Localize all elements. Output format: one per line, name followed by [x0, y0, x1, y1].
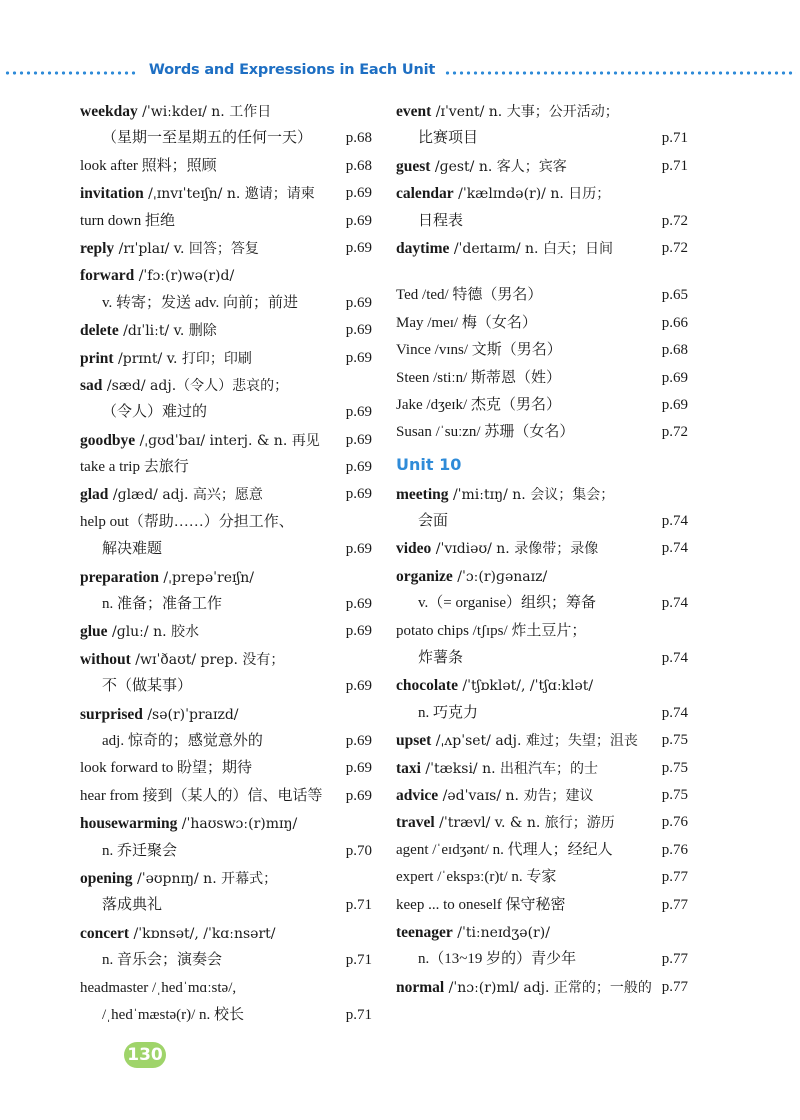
entry-text: （星期一至星期五的任何一天）	[102, 130, 313, 147]
vocab-line	[80, 975, 372, 1002]
entry-text: /ədˈvaɪs/ n. 劝告；建议	[438, 787, 594, 804]
page-reference: p.75	[661, 759, 688, 776]
vocab-line	[396, 208, 688, 235]
vocab-line	[396, 892, 688, 919]
vocab-line	[80, 481, 372, 508]
entry-text: /ˈtæksi/ n. 出租汽车；的士	[420, 760, 598, 777]
vocab-line	[80, 536, 372, 563]
entry-text: /ˈmiːtɪŋ/ n. 会议；集会；	[448, 486, 615, 503]
vocab-line	[80, 892, 372, 919]
page-reference: p.69	[345, 212, 372, 229]
headword: glad	[80, 486, 109, 504]
vocab-line	[396, 672, 688, 699]
entry-text: take a trip 去旅行	[80, 459, 189, 476]
headword: taxi	[396, 759, 421, 777]
page-reference: p.69	[345, 760, 372, 777]
page-reference: p.69	[661, 396, 688, 413]
vocab-line	[80, 208, 372, 235]
entry-text: /ɡluː/ n. 胶水	[107, 624, 199, 641]
entry-text: turn down 拒绝	[80, 212, 175, 229]
entry-text: 落成典礼	[102, 897, 163, 914]
vocab-line	[80, 755, 372, 782]
vocab-line	[396, 946, 688, 973]
vocab-line	[80, 372, 372, 399]
headword: reply	[80, 239, 115, 257]
entry-text: /ˈkælɪndə(r)/ n. 日历；	[453, 186, 611, 203]
entry-text: Steen /stiːn/ 斯蒂恩（姓）	[396, 369, 562, 386]
entry-text: Susan /ˈsuːzn/ 苏珊（女名）	[396, 424, 575, 441]
vocab-line	[80, 235, 372, 262]
entry-text: /ˈtʃɒklət/, /ˈtʃɑːklət/	[457, 678, 594, 695]
entry-text: /ɪˈvent/ n. 大事；公开活动；	[431, 104, 619, 120]
vocab-line	[80, 1002, 372, 1029]
entry-text: /ˈɔː(r)ɡənaɪz/	[452, 568, 548, 585]
page-reference: p.71	[345, 897, 372, 914]
vocab-line	[80, 920, 372, 947]
entry-text: /ˈtrævl/ v. & n. 旅行；游历	[434, 815, 615, 832]
vocab-line	[396, 727, 688, 754]
entry-text: hear from 接到（某人的）信、电话等	[80, 787, 323, 804]
page-reference: p.69	[345, 732, 372, 749]
vocab-line	[396, 392, 688, 419]
page-reference: p.75	[661, 732, 688, 749]
vocab-line	[396, 590, 688, 617]
unit-10-heading: Unit 10	[396, 454, 462, 474]
headword: meeting	[396, 485, 449, 503]
headword: concert	[80, 924, 130, 942]
vocab-line	[396, 645, 688, 672]
page-reference: p.70	[345, 842, 372, 859]
page-reference: p.77	[661, 951, 688, 968]
vocab-line	[80, 180, 372, 207]
entry-text: May /meɪ/ 梅（女名）	[396, 314, 537, 331]
entry-text: 日程表	[418, 212, 464, 229]
headword: teenager	[396, 923, 453, 941]
page-reference: p.65	[661, 287, 688, 304]
vocab-line	[80, 125, 372, 152]
headword: organize	[396, 567, 453, 585]
headword: opening	[80, 869, 133, 887]
page-reference: p.69	[345, 486, 372, 503]
entry-text: /ˈhaʊswɔː(r)mɪŋ/	[177, 816, 298, 833]
page-reference: p.68	[661, 342, 688, 359]
entry-text: 炸薯条	[418, 650, 464, 667]
entry-text: /ˌhedˈmæstə(r)/ n. 校长	[102, 1006, 245, 1023]
headword: normal	[396, 978, 445, 996]
page-reference: p.71	[661, 130, 688, 147]
entry-text: /ˌɪnvɪˈteɪʃn/ n. 邀请；请柬	[143, 186, 315, 203]
entry-text: 解决难题	[102, 541, 163, 558]
page-reference: p.69	[345, 239, 372, 256]
page-reference: p.69	[345, 623, 372, 640]
entry-text: keep ... to oneself 保守秘密	[396, 896, 566, 913]
vocab-line	[396, 153, 688, 180]
entry-text: /ˈvɪdiəʊ/ n. 录像带；录像	[431, 541, 599, 558]
entry-text: （令人）难过的	[102, 404, 208, 421]
page-header	[0, 62, 800, 86]
vocab-line	[396, 535, 688, 562]
entry-text: /ˈəʊpnɪŋ/ n. 开幕式；	[132, 870, 278, 887]
header-title: Words and Expressions in Each Unit	[148, 62, 436, 78]
entry-text: /ˌɡʊdˈbaɪ/ interj. & n. 再见	[135, 432, 320, 449]
entry-text: /sə(r)ˈpraɪzd/	[142, 706, 239, 723]
page-reference: p.75	[661, 786, 688, 803]
vocab-line	[396, 282, 688, 309]
page-number: 130	[124, 1042, 166, 1068]
page-reference: p.77	[661, 896, 688, 913]
vocab-line	[396, 235, 688, 262]
left-column	[80, 98, 372, 1029]
vocab-line	[80, 262, 372, 289]
entry-text: n.（13~19 岁的）青少年	[418, 951, 577, 968]
entry-text: /ˌprepəˈreɪʃn/	[158, 569, 254, 586]
vocab-line	[396, 974, 688, 1001]
entry-text: expert /ˈekspɜː(r)t/ n. 专家	[396, 869, 557, 886]
headword: upset	[396, 732, 432, 750]
page-reference: p.69	[345, 349, 372, 366]
headword: daytime	[396, 239, 450, 257]
page-reference: p.77	[661, 978, 688, 995]
vocab-line	[396, 337, 688, 364]
headword: sad	[80, 376, 103, 394]
entry-text: n. 乔迁聚会	[102, 842, 178, 859]
headword: video	[396, 540, 432, 558]
headword: housewarming	[80, 815, 178, 833]
page-reference: p.68	[345, 157, 372, 174]
entry-text: /ˈdeɪtaɪm/ n. 白天；日间	[449, 240, 613, 257]
page-reference: p.74	[661, 540, 688, 557]
headword: glue	[80, 623, 108, 641]
vocab-line	[396, 508, 688, 535]
entry-text: Vince /vɪns/ 文斯（男名）	[396, 342, 562, 359]
page-reference: p.72	[661, 424, 688, 441]
headword: goodbye	[80, 431, 136, 449]
vocab-line	[396, 837, 688, 864]
vocab-line	[80, 783, 372, 810]
vocab-line	[80, 728, 372, 755]
entry-text: /rɪˈplaɪ/ v. 回答；答复	[114, 240, 259, 257]
headword: forward	[80, 267, 135, 285]
entry-text: help out（帮助……）分担工作、	[80, 513, 294, 530]
entry-text: adj. 惊奇的；感觉意外的	[102, 732, 263, 749]
vocab-line	[80, 290, 372, 317]
vocab-line	[396, 782, 688, 809]
vocab-line	[396, 365, 688, 392]
vocab-line	[80, 98, 372, 125]
vocab-line	[80, 618, 372, 645]
page-reference: p.69	[345, 596, 372, 613]
headword: surprised	[80, 705, 143, 723]
entry-text: /ˈtiːneɪdʒə(r)/	[452, 924, 550, 941]
page-reference: p.72	[661, 212, 688, 229]
vocab-line	[80, 865, 372, 892]
entry-text: n. 巧克力	[418, 704, 479, 721]
page-reference: p.69	[661, 369, 688, 386]
vocab-line	[80, 591, 372, 618]
page-reference: p.74	[661, 595, 688, 612]
entry-text: 比赛项目	[418, 130, 479, 147]
headword: guest	[396, 157, 431, 175]
entry-text: /ɡlæd/ adj. 高兴；愿意	[108, 487, 263, 504]
vocab-line	[80, 947, 372, 974]
headword: event	[396, 103, 432, 120]
page-reference: p.69	[345, 431, 372, 448]
vocab-line	[396, 481, 688, 508]
vocab-line	[396, 419, 688, 446]
page-reference: p.69	[345, 404, 372, 421]
header-dots-left	[4, 71, 136, 75]
entry-text: v.（= organise）组织；筹备	[418, 595, 597, 612]
entry-text: agent /ˈeɪdʒənt/ n. 代理人；经纪人	[396, 841, 613, 858]
page-reference: p.69	[345, 185, 372, 202]
headword: delete	[80, 322, 119, 340]
headword: invitation	[80, 185, 144, 203]
entry-text: /ɡest/ n. 客人；宾客	[430, 158, 567, 175]
vocab-line	[80, 509, 372, 536]
page-reference: p.68	[345, 130, 372, 147]
right-column-bottom	[396, 481, 688, 1001]
page-reference: p.69	[345, 787, 372, 804]
entry-text: /sæd/ adj.（令人）悲哀的；	[102, 377, 289, 394]
entry-text: n. 音乐会；演奏会	[102, 952, 223, 969]
page-reference: p.71	[345, 952, 372, 969]
entry-text: /ˈwiːkdeɪ/ n. 工作日	[137, 104, 272, 120]
entry-text: Ted /ted/ 特德（男名）	[396, 287, 543, 304]
headword: without	[80, 650, 131, 668]
entry-text: /wɪˈðaʊt/ prep. 没有；	[130, 651, 285, 668]
vocab-line	[396, 864, 688, 891]
page-reference: p.76	[661, 814, 688, 831]
entry-text: /ˈfɔː(r)wə(r)d/	[134, 268, 235, 285]
headword: calendar	[396, 185, 454, 203]
page-reference: p.77	[661, 869, 688, 886]
vocab-line	[80, 564, 372, 591]
spacer	[396, 262, 688, 282]
vocab-line	[80, 345, 372, 372]
header-dots-right	[444, 71, 796, 75]
page-reference: p.66	[661, 314, 688, 331]
vocab-line	[80, 838, 372, 865]
vocab-line	[80, 701, 372, 728]
vocab-line	[396, 809, 688, 836]
headword: advice	[396, 786, 439, 804]
page-reference: p.74	[661, 513, 688, 530]
right-column-top	[396, 98, 688, 447]
page-reference: p.69	[345, 541, 372, 558]
entry-text: /prɪnt/ v. 打印；印刷	[113, 350, 252, 367]
headword: print	[80, 349, 114, 367]
vocab-line	[396, 919, 688, 946]
entry-text: v. 转寄；发送 adv. 向前；前进	[102, 294, 298, 311]
vocab-line	[396, 98, 688, 125]
vocab-line	[396, 755, 688, 782]
vocab-line	[396, 563, 688, 590]
entry-text: /ˌʌpˈset/ adj. 难过；失望；沮丧	[431, 733, 638, 750]
vocab-line	[80, 646, 372, 673]
entry-text: 会面	[418, 513, 449, 530]
vocab-line	[80, 673, 372, 700]
entry-text: 不（做某事）	[102, 678, 193, 695]
entry-text: look after 照料；照顾	[80, 157, 217, 174]
vocab-line	[80, 317, 372, 344]
vocab-line	[80, 454, 372, 481]
vocab-line	[396, 700, 688, 727]
entry-text: potato chips /tʃɪps/ 炸土豆片；	[396, 622, 587, 639]
headword: chocolate	[396, 677, 458, 695]
page-reference: p.69	[345, 294, 372, 311]
vocab-line	[396, 125, 688, 152]
vocab-line	[396, 180, 688, 207]
headword: travel	[396, 814, 435, 832]
vocab-line	[80, 427, 372, 454]
page-reference: p.69	[345, 678, 372, 695]
entry-text: /ˈnɔː(r)ml/ adj. 正常的；一般的	[444, 979, 652, 996]
vocab-line	[396, 618, 688, 645]
right-column	[396, 98, 688, 1001]
entry-text: /dɪˈliːt/ v. 删除	[118, 323, 217, 340]
headword: preparation	[80, 568, 159, 586]
vocab-line	[396, 310, 688, 337]
entry-text: n. 准备；准备工作	[102, 596, 223, 613]
vocab-line	[80, 153, 372, 180]
page-reference: p.69	[345, 459, 372, 476]
page-reference: p.71	[345, 1006, 372, 1023]
page-reference: p.69	[345, 322, 372, 339]
page-reference: p.72	[661, 239, 688, 256]
page-reference: p.71	[661, 157, 688, 174]
entry-text: Jake /dʒeɪk/ 杰克（男名）	[396, 396, 561, 413]
page-reference: p.74	[661, 704, 688, 721]
page-reference: p.74	[661, 650, 688, 667]
page-reference: p.76	[661, 841, 688, 858]
entry-text: headmaster /ˌhedˈmɑːstə/,	[80, 979, 237, 996]
headword: weekday	[80, 103, 138, 120]
vocab-line	[80, 399, 372, 426]
vocab-line	[80, 810, 372, 837]
entry-text: /ˈkɒnsət/, /ˈkɑːnsərt/	[129, 925, 276, 942]
entry-text: look forward to 盼望；期待	[80, 760, 253, 777]
